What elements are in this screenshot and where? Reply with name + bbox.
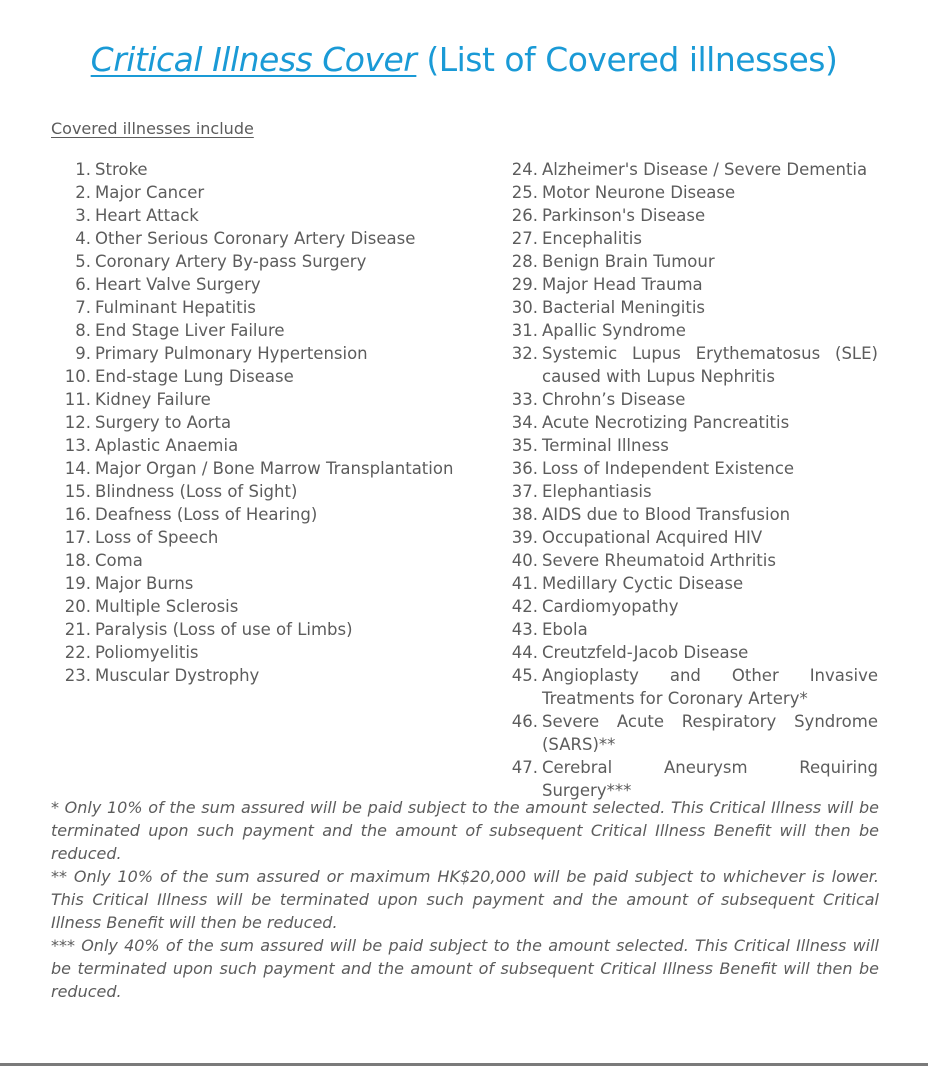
- illness-name: Systemic Lupus Erythematosus (SLE) caused with Lupus Nephritis: [542, 344, 878, 386]
- illness-name: Acute Necrotizing Pancreatitis: [542, 413, 790, 432]
- illness-name: Poliomyelitis: [95, 643, 199, 662]
- illness-name: Primary Pulmonary Hypertension: [95, 344, 368, 363]
- illness-item: [51, 664, 471, 687]
- illness-name: Major Organ / Bone Marrow Transplantation: [95, 459, 454, 478]
- illness-name: AIDS due to Blood Transfusion: [542, 505, 791, 524]
- illness-name: Heart Valve Surgery: [95, 275, 261, 294]
- illness-number: 16.: [64, 505, 91, 524]
- illness-item: [51, 572, 471, 595]
- illness-number: 14.: [64, 459, 91, 478]
- illness-item: [498, 595, 878, 618]
- illness-number: 37.: [511, 482, 538, 501]
- illness-item: [498, 641, 878, 664]
- illness-item: [51, 549, 471, 572]
- bottom-divider: [0, 1063, 928, 1066]
- illness-item: [498, 549, 878, 572]
- illness-name: Medillary Cyctic Disease: [542, 574, 744, 593]
- illness-name: Severe Acute Respiratory Syndrome (SARS)**: [542, 712, 878, 754]
- illness-name: Alzheimer's Disease / Severe Dementia: [542, 160, 868, 179]
- illness-item: [498, 572, 878, 595]
- illness-list-right: [498, 158, 878, 802]
- illness-item: [498, 503, 878, 526]
- illness-number: 45.: [511, 666, 538, 685]
- illness-number: 24.: [511, 160, 538, 179]
- footnote: ** Only 10% of the sum assured or maximum HK$20,000 will be paid subject to whichever is lower. This Critical Illness will be terminated upon such payment and the amount of subsequent Critical Illness Benefit will then be reduced.: [51, 867, 879, 932]
- illness-item: [51, 204, 471, 227]
- illness-name: Loss of Speech: [95, 528, 219, 547]
- illness-name: Benign Brain Tumour: [542, 252, 715, 271]
- illness-number: 27.: [511, 229, 538, 248]
- illness-name: Cerebral Aneurysm Requiring Surgery***: [542, 758, 878, 800]
- illness-name: Major Head Trauma: [542, 275, 703, 294]
- illness-name: Surgery to Aorta: [95, 413, 232, 432]
- illness-number: 38.: [511, 505, 538, 524]
- footnote: * Only 10% of the sum assured will be paid subject to the amount selected. This Critical Illness will be terminated upon such payment and the amount of subsequent Critical Illness Benefit will then be reduced.: [51, 798, 879, 863]
- illness-item: [498, 319, 878, 342]
- critical-illness-cover-link[interactable]: Critical Illness Cover: [90, 40, 417, 79]
- illness-item: [51, 227, 471, 250]
- illness-number: 21.: [64, 620, 91, 639]
- illness-name: Occupational Acquired HIV: [542, 528, 763, 547]
- illness-item: [498, 342, 878, 388]
- illness-number: 9.: [75, 344, 91, 363]
- page-title-suffix: (List of Covered illnesses): [416, 40, 838, 79]
- page-title: [0, 38, 928, 82]
- illness-number: 12.: [64, 413, 91, 432]
- illness-number: 5.: [75, 252, 91, 271]
- illness-number: 25.: [511, 183, 538, 202]
- illness-item: [498, 480, 878, 503]
- illness-number: 20.: [64, 597, 91, 616]
- illness-item: [51, 181, 471, 204]
- illness-number: 43.: [511, 620, 538, 639]
- footnote: *** Only 40% of the sum assured will be paid subject to the amount selected. This Critical Illness will be terminated upon such payment and the amount of subsequent Critical Illness Benefit will then be reduced.: [51, 936, 879, 1001]
- illness-item: [51, 250, 471, 273]
- illness-number: 33.: [511, 390, 538, 409]
- illness-number: 32.: [511, 344, 538, 363]
- illness-name: Creutzfeld-Jacob Disease: [542, 643, 749, 662]
- illness-name: Muscular Dystrophy: [95, 666, 260, 685]
- illness-item: [498, 710, 878, 756]
- illness-number: 10.: [64, 367, 91, 386]
- illness-name: Parkinson's Disease: [542, 206, 706, 225]
- illness-number: 47.: [511, 758, 538, 777]
- illness-name: Loss of Independent Existence: [542, 459, 795, 478]
- illness-name: Severe Rheumatoid Arthritis: [542, 551, 776, 570]
- illness-item: [51, 526, 471, 549]
- illness-name: Fulminant Hepatitis: [95, 298, 256, 317]
- illness-number: 29.: [511, 275, 538, 294]
- illness-item: [51, 618, 471, 641]
- illness-number: 26.: [511, 206, 538, 225]
- illness-item: [498, 388, 878, 411]
- illness-name: Angioplasty and Other Invasive Treatments for Coronary Artery*: [542, 666, 878, 708]
- illness-number: 2.: [75, 183, 91, 202]
- illness-number: 36.: [511, 459, 538, 478]
- illness-list-left: [51, 158, 471, 687]
- illness-name: Terminal Illness: [542, 436, 669, 455]
- illness-item: [498, 273, 878, 296]
- illness-number: 44.: [511, 643, 538, 662]
- illness-item: [51, 641, 471, 664]
- illness-name: Encephalitis: [542, 229, 642, 248]
- illness-name: Apallic Syndrome: [542, 321, 686, 340]
- illness-number: 39.: [511, 528, 538, 547]
- illness-name: Blindness (Loss of Sight): [95, 482, 298, 501]
- illness-number: 28.: [511, 252, 538, 271]
- illness-item: [51, 273, 471, 296]
- illness-name: End Stage Liver Failure: [95, 321, 285, 340]
- illness-name: Heart Attack: [95, 206, 199, 225]
- illness-item: [51, 595, 471, 618]
- illness-name: Coma: [95, 551, 143, 570]
- illness-number: 35.: [511, 436, 538, 455]
- illness-name: Coronary Artery By-pass Surgery: [95, 252, 367, 271]
- illness-item: [498, 411, 878, 434]
- illness-item: [498, 296, 878, 319]
- illness-number: 1.: [75, 160, 91, 179]
- illness-name: Paralysis (Loss of use of Limbs): [95, 620, 353, 639]
- illness-number: 8.: [75, 321, 91, 340]
- illness-item: [51, 365, 471, 388]
- illness-number: 18.: [64, 551, 91, 570]
- illness-item: [498, 181, 878, 204]
- illness-name: Multiple Sclerosis: [95, 597, 239, 616]
- illness-number: 30.: [511, 298, 538, 317]
- illness-name: Deafness (Loss of Hearing): [95, 505, 318, 524]
- illness-name: Ebola: [542, 620, 588, 639]
- illness-number: 7.: [75, 298, 91, 317]
- illness-name: Motor Neurone Disease: [542, 183, 736, 202]
- illness-number: 34.: [511, 413, 538, 432]
- illness-item: [51, 342, 471, 365]
- illness-item: [498, 250, 878, 273]
- illness-item: [51, 434, 471, 457]
- illness-name: Major Burns: [95, 574, 194, 593]
- illness-number: 31.: [511, 321, 538, 340]
- illness-item: [498, 526, 878, 549]
- illness-name: Aplastic Anaemia: [95, 436, 239, 455]
- illness-number: 42.: [511, 597, 538, 616]
- covered-illnesses-heading: Covered illnesses include: [51, 119, 254, 138]
- illness-name: Stroke: [95, 160, 148, 179]
- illness-item: [51, 388, 471, 411]
- illness-name: Major Cancer: [95, 183, 205, 202]
- illness-number: 17.: [64, 528, 91, 547]
- illness-number: 13.: [64, 436, 91, 455]
- illness-number: 46.: [511, 712, 538, 731]
- illness-item: [498, 618, 878, 641]
- illness-item: [498, 664, 878, 710]
- illness-name: Chrohn’s Disease: [542, 390, 686, 409]
- illness-name: Other Serious Coronary Artery Disease: [95, 229, 416, 248]
- illness-name: End-stage Lung Disease: [95, 367, 294, 386]
- illness-number: 6.: [75, 275, 91, 294]
- illness-item: [498, 158, 878, 181]
- illness-number: 22.: [64, 643, 91, 662]
- illness-item: [51, 319, 471, 342]
- illness-number: 19.: [64, 574, 91, 593]
- illness-number: 11.: [64, 390, 91, 409]
- illness-item: [51, 457, 471, 480]
- illness-item: [498, 204, 878, 227]
- illness-item: [51, 158, 471, 181]
- illness-name: Cardiomyopathy: [542, 597, 679, 616]
- illness-number: 4.: [75, 229, 91, 248]
- illness-item: [51, 296, 471, 319]
- illness-item: [498, 434, 878, 457]
- illness-name: Elephantiasis: [542, 482, 652, 501]
- illness-item: [51, 411, 471, 434]
- illness-name: Kidney Failure: [95, 390, 211, 409]
- illness-number: 40.: [511, 551, 538, 570]
- illness-number: 15.: [64, 482, 91, 501]
- illness-number: 23.: [64, 666, 91, 685]
- illness-item: [51, 480, 471, 503]
- illness-number: 3.: [75, 206, 91, 225]
- illness-number: 41.: [511, 574, 538, 593]
- illness-item: [498, 457, 878, 480]
- footnotes: [51, 796, 879, 1003]
- illness-item: [498, 227, 878, 250]
- illness-name: Bacterial Meningitis: [542, 298, 706, 317]
- illness-item: [51, 503, 471, 526]
